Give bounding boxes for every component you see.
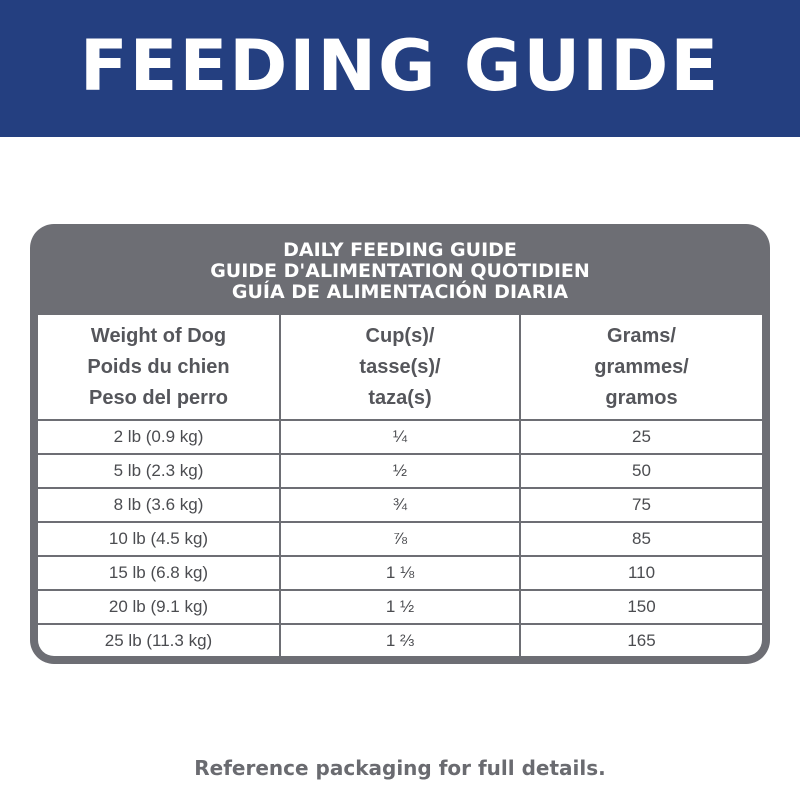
feeding-guide-card <box>30 224 770 664</box>
feeding-table <box>38 315 762 656</box>
grams-cell: 165 <box>520 624 762 656</box>
card-header <box>38 224 762 315</box>
table-row <box>38 590 762 624</box>
cups-cell: 1 ½ <box>280 590 520 624</box>
table-row <box>38 488 762 522</box>
header-weight <box>38 315 280 420</box>
card-title-english: DAILY FEEDING GUIDE <box>283 239 517 261</box>
header-line: grammes/ <box>594 355 689 378</box>
header-line: Cup(s)/ <box>365 324 435 347</box>
table-row <box>38 522 762 556</box>
cups-cell: ¾ <box>280 488 520 522</box>
cups-cell: ½ <box>280 454 520 488</box>
card-title-spanish: GUÍA DE ALIMENTACIÓN DIARIA <box>231 281 569 303</box>
page-title: FEEDING GUIDE <box>79 24 721 107</box>
header-cups <box>280 315 520 420</box>
weight-cell: 20 lb (9.1 kg) <box>38 590 280 624</box>
grams-cell: 150 <box>520 590 762 624</box>
header-line: Weight of Dog <box>90 324 227 347</box>
footer-note: Reference packaging for full details. <box>194 756 606 780</box>
grams-cell: 75 <box>520 488 762 522</box>
cups-cell: ⅞ <box>280 522 520 556</box>
table-header-row <box>38 315 762 420</box>
feeding-table-wrap <box>38 315 762 656</box>
weight-cell: 10 lb (4.5 kg) <box>38 522 280 556</box>
weight-cell: 2 lb (0.9 kg) <box>113 427 204 446</box>
weight-cell: 8 lb (3.6 kg) <box>38 488 280 522</box>
table-row <box>38 624 762 656</box>
header-line: gramos <box>605 386 678 409</box>
header-line: Grams/ <box>607 324 676 347</box>
table-row <box>38 420 762 454</box>
cups-cell: 1 ⅛ <box>280 556 520 590</box>
header-line: Poids du chien <box>87 355 230 378</box>
grams-cell: 85 <box>520 522 762 556</box>
title-banner <box>0 0 800 137</box>
header-line: taza(s) <box>368 386 432 409</box>
cups-cell: 1 ⅔ <box>280 624 520 656</box>
grams-cell: 110 <box>520 556 762 590</box>
grams-cell: 50 <box>520 454 762 488</box>
table-row <box>38 454 762 488</box>
header-line: Peso del perro <box>89 386 228 409</box>
cups-cell: ¼ <box>280 420 520 454</box>
grams-cell: 25 <box>520 420 762 454</box>
header-line: tasse(s)/ <box>359 355 441 378</box>
weight-cell: 25 lb (11.3 kg) <box>38 624 280 656</box>
header-grams <box>520 315 762 420</box>
card-title-french: GUIDE D'ALIMENTATION QUOTIDIEN <box>210 260 590 282</box>
weight-cell: 15 lb (6.8 kg) <box>38 556 280 590</box>
table-row <box>38 556 762 590</box>
weight-cell: 5 lb (2.3 kg) <box>38 454 280 488</box>
